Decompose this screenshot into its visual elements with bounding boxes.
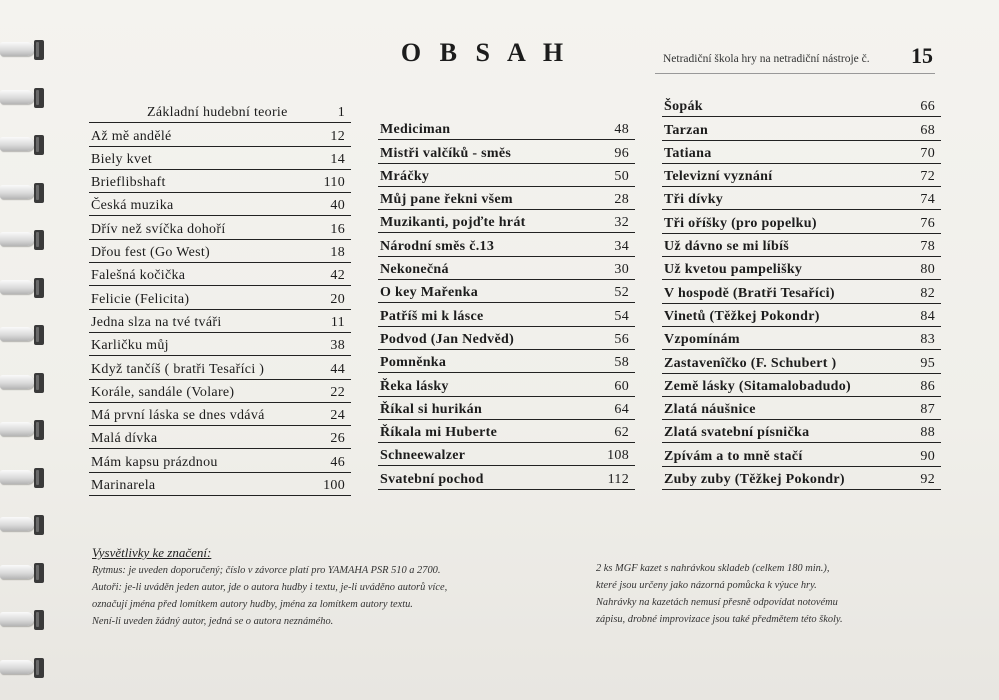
notes-heading: Vysvětlivky ke značení: xyxy=(92,545,212,560)
toc-entry-page: 54 xyxy=(614,308,629,324)
toc-entry xyxy=(662,210,941,233)
page-title: O B S A H xyxy=(400,38,570,67)
binding-ring xyxy=(0,323,50,347)
toc-entry xyxy=(89,403,351,426)
toc-entry-page: 32 xyxy=(614,215,629,231)
toc-entry-title: Marinarela xyxy=(91,478,156,494)
toc-entry-title: Vinetů (Těžkej Pokondr) xyxy=(664,308,820,324)
toc-entry-title: Zuby zuby (Těžkej Pokondr) xyxy=(664,472,845,488)
binding-ring xyxy=(0,656,50,680)
toc-entry xyxy=(89,216,351,239)
toc-entry-title: Říkala mi Huberte xyxy=(380,425,498,441)
toc-entry-title: Mistři valčíků - směs xyxy=(380,145,512,161)
toc-entry-title: Jedna slza na tvé tváři xyxy=(91,314,222,330)
toc-entry xyxy=(89,356,351,379)
spiral-binding xyxy=(0,20,55,700)
toc-entry-page: 82 xyxy=(920,285,935,301)
toc-entry xyxy=(662,117,941,140)
binding-ring xyxy=(0,86,50,110)
toc-entry xyxy=(89,286,351,309)
page-header xyxy=(655,43,935,74)
toc-entry-title: Televizní vyznání xyxy=(664,169,773,185)
toc-entry-page: 24 xyxy=(330,408,345,424)
toc-entry-page: 48 xyxy=(614,122,629,138)
toc-entry-title: Už dávno se mi líbíš xyxy=(664,239,790,255)
toc-entry xyxy=(89,147,351,170)
toc-entry xyxy=(378,233,635,256)
toc-entry-page: 76 xyxy=(920,215,935,231)
toc-entry-title: Tři oříšky (pro popelku) xyxy=(664,215,817,231)
toc-entry xyxy=(378,140,635,163)
binding-ring xyxy=(0,276,50,300)
toc-entry-page: 1 xyxy=(337,105,345,121)
toc-entry-page: 83 xyxy=(920,332,935,348)
toc-entry xyxy=(662,141,941,164)
binding-ring xyxy=(0,561,50,585)
toc-entry xyxy=(662,304,941,327)
notes-line: označují jména před lomítkem autory hudby, jména za lomítkem autory textu. xyxy=(92,599,413,610)
toc-entry-title: Když tančíš ( bratři Tesaříci ) xyxy=(91,361,265,377)
toc-entry xyxy=(89,240,351,263)
toc-entry-page: 16 xyxy=(330,221,345,237)
toc-entry xyxy=(378,350,635,373)
toc-entry-title: Dřív než svíčka dohoří xyxy=(91,221,226,237)
toc-entry-page: 38 xyxy=(330,338,345,354)
toc-entry-page: 96 xyxy=(614,145,629,161)
toc-entry-title: Vzpomínám xyxy=(664,332,740,348)
toc-entry xyxy=(662,467,941,490)
toc-entry-title: Nekonečná xyxy=(380,262,449,278)
toc-entry-page: 72 xyxy=(920,169,935,185)
toc-entry-page: 80 xyxy=(920,262,935,278)
toc-entry-page: 78 xyxy=(920,239,935,255)
toc-entry-page: 58 xyxy=(614,355,629,371)
toc-entry-title: Patříš mi k lásce xyxy=(380,308,484,324)
toc-entry xyxy=(378,397,635,420)
toc-entry-title: Říkal si hurikán xyxy=(380,401,483,417)
toc-entry-page: 20 xyxy=(330,291,345,307)
toc-entry xyxy=(378,210,635,233)
toc-entry-title: Zlatá svatební písnička xyxy=(664,425,810,441)
toc-entry-title: Základní hudební teorie xyxy=(147,105,288,121)
toc-entry-title: Schneewalzer xyxy=(380,448,466,464)
toc-entry xyxy=(89,170,351,193)
toc-entry xyxy=(378,466,635,489)
toc-entry-page: 28 xyxy=(614,192,629,208)
toc-entry-title: Pomněnka xyxy=(380,355,447,371)
book-subtitle: Netradiční škola hry na netradiční nástroje č. xyxy=(663,53,870,65)
toc-entry-title: Šopák xyxy=(664,99,703,115)
binding-ring xyxy=(0,133,50,157)
toc-entry-title: Svatební pochod xyxy=(380,471,484,487)
toc-entry-page: 22 xyxy=(330,384,345,400)
toc-entry-page: 66 xyxy=(920,99,935,115)
toc-entry-title: Falešná kočička xyxy=(91,268,186,284)
toc-entry-page: 12 xyxy=(330,128,345,144)
toc-column-3 xyxy=(662,94,941,490)
toc-entry-page: 52 xyxy=(614,285,629,301)
cassette-note xyxy=(596,560,936,628)
toc-entry xyxy=(378,187,635,210)
binding-ring xyxy=(0,608,50,632)
toc-entry xyxy=(378,257,635,280)
toc-entry-page: 18 xyxy=(330,245,345,261)
toc-entry-title: Tři dívky xyxy=(664,192,724,208)
toc-entry xyxy=(662,327,941,350)
toc-entry xyxy=(662,374,941,397)
toc-entry xyxy=(662,187,941,210)
toc-entry xyxy=(89,310,351,333)
notes-line: Rytmus: je uveden doporučený; číslo v závorce platí pro YAMAHA PSR 510 a 2700. xyxy=(92,565,441,576)
cassette-note-line: zápisu, drobné improvizace jsou také předmětem této školy. xyxy=(596,614,843,625)
toc-entry xyxy=(89,193,351,216)
toc-entry-title: Mediciman xyxy=(380,122,451,138)
notes-line: Není-li uveden žádný autor, jedná se o autora neznámého. xyxy=(92,616,334,627)
toc-entry xyxy=(89,473,351,496)
toc-entry-title: Felicie (Felicita) xyxy=(91,291,190,307)
toc-entry-page: 110 xyxy=(323,175,345,191)
toc-entry-title: Tarzan xyxy=(664,122,709,138)
toc-entry-title: Země lásky (Sitamalobadudo) xyxy=(664,378,852,394)
toc-entry xyxy=(662,420,941,443)
toc-entry xyxy=(662,397,941,420)
toc-column-2 xyxy=(378,117,635,490)
toc-entry-title: Mráčky xyxy=(380,168,430,184)
toc-entry-title: Muzikanti, pojďte hrát xyxy=(380,215,526,231)
toc-entry-title: Podvod (Jan Nedvěd) xyxy=(380,331,515,347)
binding-ring xyxy=(0,466,50,490)
toc-entry-title: V hospodě (Bratři Tesaříci) xyxy=(664,285,835,301)
toc-entry xyxy=(378,117,635,140)
toc-entry-title: Česká muzika xyxy=(91,198,174,214)
toc-entry-page: 74 xyxy=(920,192,935,208)
toc-entry xyxy=(89,449,351,472)
toc-entry-page: 40 xyxy=(330,198,345,214)
toc-entry-page: 68 xyxy=(920,122,935,138)
toc-entry xyxy=(662,234,941,257)
toc-entry xyxy=(89,380,351,403)
toc-entry-title: Biely kvet xyxy=(91,151,152,167)
toc-entry-page: 88 xyxy=(920,425,935,441)
toc-entry-title: Tatiana xyxy=(664,145,712,161)
toc-entry-page: 46 xyxy=(330,454,345,470)
toc-entry xyxy=(89,426,351,449)
binding-ring xyxy=(0,418,50,442)
toc-entry-page: 92 xyxy=(920,472,935,488)
cassette-note-line: 2 ks MGF kazet s nahrávkou skladeb (celkem 180 min.), xyxy=(596,563,830,574)
toc-entry-title: Až mě andělé xyxy=(91,128,172,144)
toc-entry xyxy=(662,257,941,280)
toc-entry-title: Řeka lásky xyxy=(380,378,449,394)
toc-entry xyxy=(662,350,941,373)
toc-entry-page: 11 xyxy=(330,314,345,330)
toc-entry-page: 50 xyxy=(614,168,629,184)
toc-entry-title: Zastavenîčko (F. Schubert ) xyxy=(664,355,837,371)
toc-entry-page: 26 xyxy=(330,431,345,447)
toc-entry-title: Zlatá náušnice xyxy=(664,402,756,418)
toc-entry xyxy=(378,420,635,443)
toc-entry xyxy=(378,373,635,396)
toc-entry xyxy=(378,280,635,303)
toc-entry-title: Korále, sandále (Volare) xyxy=(91,384,235,400)
toc-entry-page: 30 xyxy=(614,262,629,278)
binding-ring xyxy=(0,228,50,252)
toc-entry-page: 84 xyxy=(920,308,935,324)
binding-ring xyxy=(0,181,50,205)
toc-entry-page: 44 xyxy=(330,361,345,377)
toc-entry xyxy=(378,303,635,326)
toc-entry-page: 70 xyxy=(920,145,935,161)
toc-entry-page: 90 xyxy=(920,448,935,464)
toc-entry-title: Můj pane řekni všem xyxy=(380,192,513,208)
toc-entry xyxy=(378,443,635,466)
toc-entry-page: 87 xyxy=(920,402,935,418)
toc-column-1 xyxy=(89,100,351,496)
toc-entry-title: Karličku můj xyxy=(91,338,169,354)
toc-entry-page: 42 xyxy=(330,268,345,284)
toc-entry-title: Dřou fest (Go West) xyxy=(91,245,211,261)
toc-entry-page: 62 xyxy=(614,425,629,441)
toc-entry-title: O key Mařenka xyxy=(380,285,479,301)
cassette-note-line: které jsou určeny jako názorná pomůcka k výuce hry. xyxy=(596,580,817,591)
toc-entry-page: 64 xyxy=(614,401,629,417)
toc-entry-page: 112 xyxy=(607,471,629,487)
toc-entry xyxy=(89,100,351,123)
toc-entry-title: Zpívám a to mně stačí xyxy=(664,448,803,464)
toc-entry-title: Brieflibshaft xyxy=(91,175,166,191)
toc-entry-page: 86 xyxy=(920,378,935,394)
binding-ring xyxy=(0,38,50,62)
toc-entry-title: Má první láska se dnes vdává xyxy=(91,408,265,424)
toc-entry-page: 95 xyxy=(920,355,935,371)
binding-ring xyxy=(0,513,50,537)
toc-entry xyxy=(662,164,941,187)
toc-entry xyxy=(662,280,941,303)
toc-entry-page: 56 xyxy=(614,331,629,347)
toc-entry xyxy=(378,164,635,187)
toc-entry-page: 60 xyxy=(614,378,629,394)
toc-entry xyxy=(662,443,941,466)
cassette-note-line: Nahrávky na kazetách nemusí přesně odpovídat notovému xyxy=(596,597,838,608)
page-number: 15 xyxy=(911,43,933,68)
toc-entry-page: 14 xyxy=(330,151,345,167)
toc-entry-title: Mám kapsu prázdnou xyxy=(91,454,218,470)
toc-entry-title: Národní směs č.13 xyxy=(380,238,495,254)
notes-line: Autoři: je-li uváděn jeden autor, jde o autora hudby i textu, je-li uváděno autorů více, xyxy=(92,582,448,593)
toc-entry-page: 34 xyxy=(614,238,629,254)
toc-entry xyxy=(662,94,941,117)
toc-entry-page: 100 xyxy=(323,478,345,494)
toc-entry-page: 108 xyxy=(607,448,629,464)
toc-entry xyxy=(89,333,351,356)
notes-block xyxy=(92,544,562,630)
toc-entry xyxy=(89,123,351,146)
toc-entry xyxy=(89,263,351,286)
toc-entry xyxy=(378,327,635,350)
binding-ring xyxy=(0,371,50,395)
toc-entry-title: Už kvetou pampelišky xyxy=(664,262,803,278)
toc-entry-title: Malá dívka xyxy=(91,431,158,447)
